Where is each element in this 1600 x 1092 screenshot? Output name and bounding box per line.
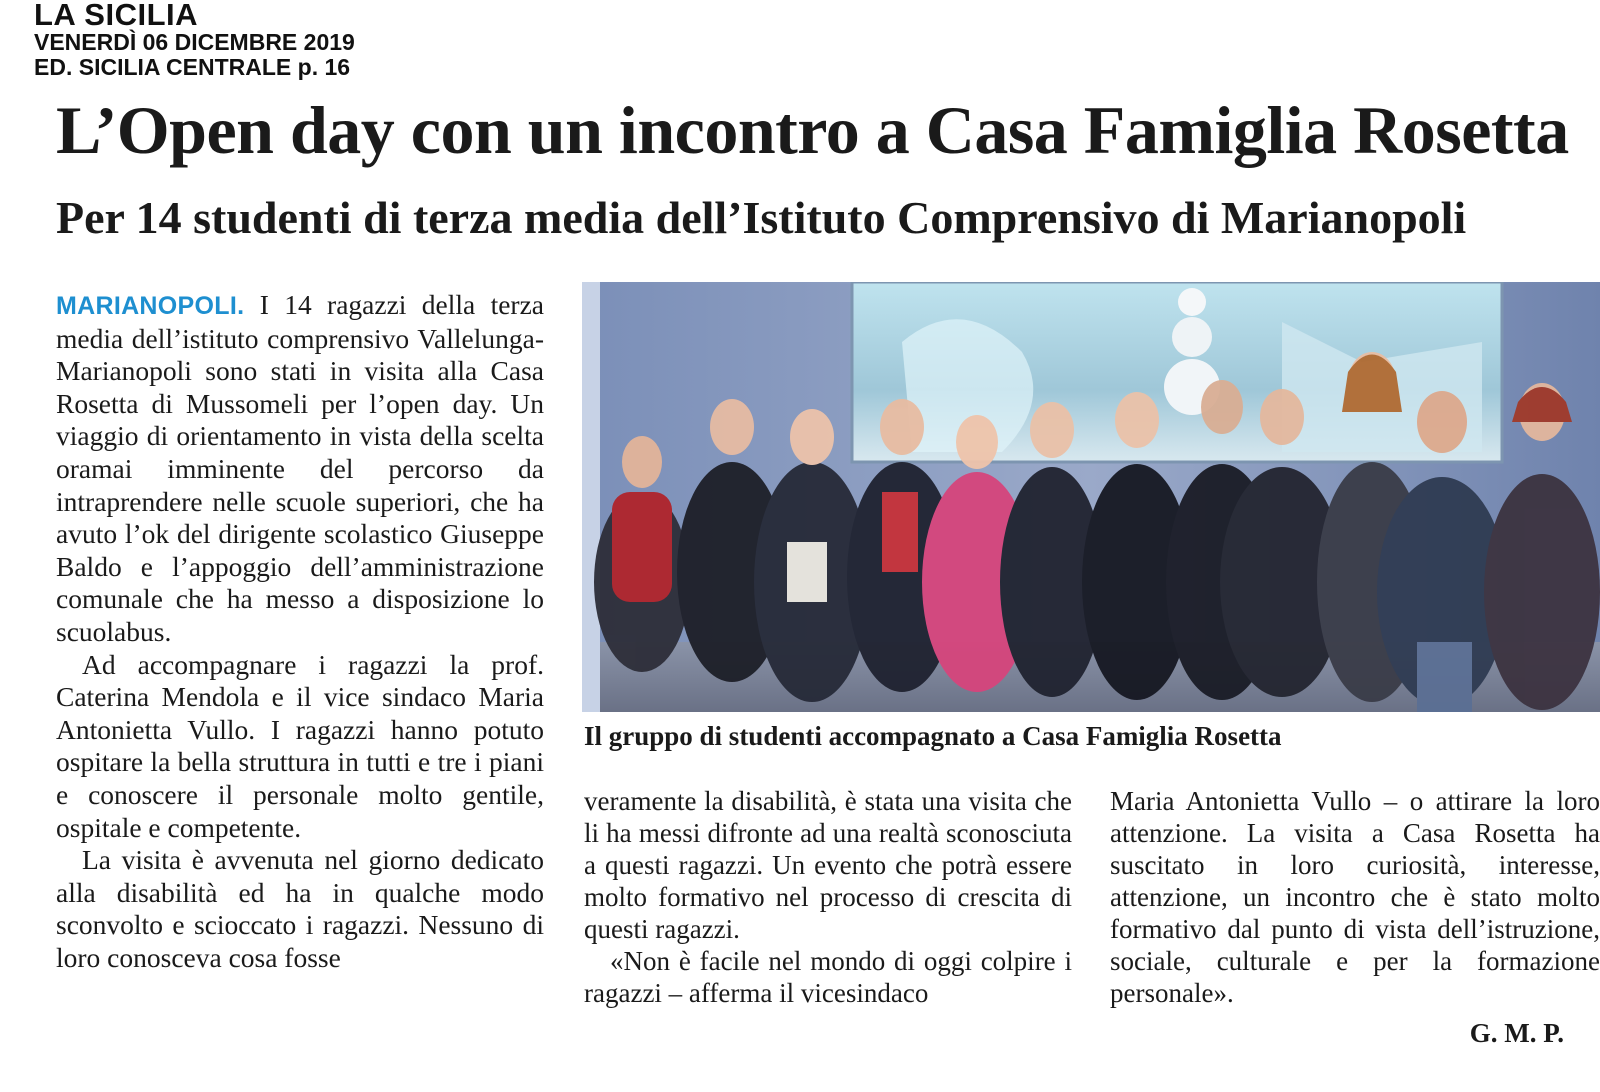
group-photo <box>582 282 1600 712</box>
paragraph-4: veramente la disabilità, è stata una visita che li ha messi difronte ad una realtà sconosciuta a questi ragazzi. Un evento che potrà essere molto formativo nel processo di crescita di questi ragazzi. <box>584 786 1072 944</box>
dateline-kicker: MARIANOPOLI. <box>56 292 245 320</box>
issue-date: VENERDÌ 06 DICEMBRE 2019 <box>34 29 355 55</box>
paragraph-1 <box>56 289 544 649</box>
headline: L’Open day con un incontro a Casa Famiglia Rosetta <box>56 92 1569 168</box>
author-signature: G. M. P. <box>1469 1018 1564 1048</box>
paragraph-2: Ad accompagnare i ragazzi la prof. Caterina Mendola e il vice sindaco Maria Antonietta Vullo. I ragazzi hanno potuto ospitare la bella struttura in tutti e tre i piani e conoscere il personale molto gentile, ospitale e competente. <box>56 648 544 843</box>
subheadline: Per 14 studenti di terza media dell’Istituto Comprensivo di Marianopoli <box>56 192 1467 243</box>
edition-page: ED. SICILIA CENTRALE p. 16 <box>34 54 351 80</box>
paragraph-1-text: I 14 ragazzi della terza media dell’istituto comprensivo Vallelunga-Marianopoli sono stati in visita alla Casa Rosetta di Mussomeli per l’open day. Un viaggio di orientamento in vista della scelta oramai imminente del percorso da intraprendere nelle scuole superiori, che ha avuto l’ok del dirigente scolastico Giuseppe Baldo e l’appoggio dell’amministrazione comunale che ha messo a disposizione lo scuolabus. <box>56 289 544 647</box>
paragraph-3: La visita è avvenuta nel giorno dedicato alla disabilità ed ha in qualche modo sconvolto e scioccato i ragazzi. Nessuno di loro conosceva cosa fosse <box>56 844 544 973</box>
article-column-1 <box>56 289 544 974</box>
article-column-2 <box>584 785 1072 1009</box>
masthead <box>34 0 355 80</box>
paragraph-6: Maria Antonietta Vullo – o attirare la loro attenzione. La visita a Casa Rosetta ha suscitato in loro curiosità, interesse, attenzione, un incontro che è stato molto formativo dal punto di vista dell’istruzione, sociale, culturale e per la formazione personale». <box>1110 786 1600 1008</box>
photo-caption: Il gruppo di studenti accompagnato a Casa Famiglia Rosetta <box>584 721 1282 751</box>
photo-image <box>582 282 1600 712</box>
paragraph-5: «Non è facile nel mondo di oggi colpire i ragazzi – afferma il vicesindaco <box>584 946 1072 1008</box>
newspaper-name: LA SICILIA <box>34 0 199 32</box>
article-column-3 <box>1110 785 1600 1009</box>
